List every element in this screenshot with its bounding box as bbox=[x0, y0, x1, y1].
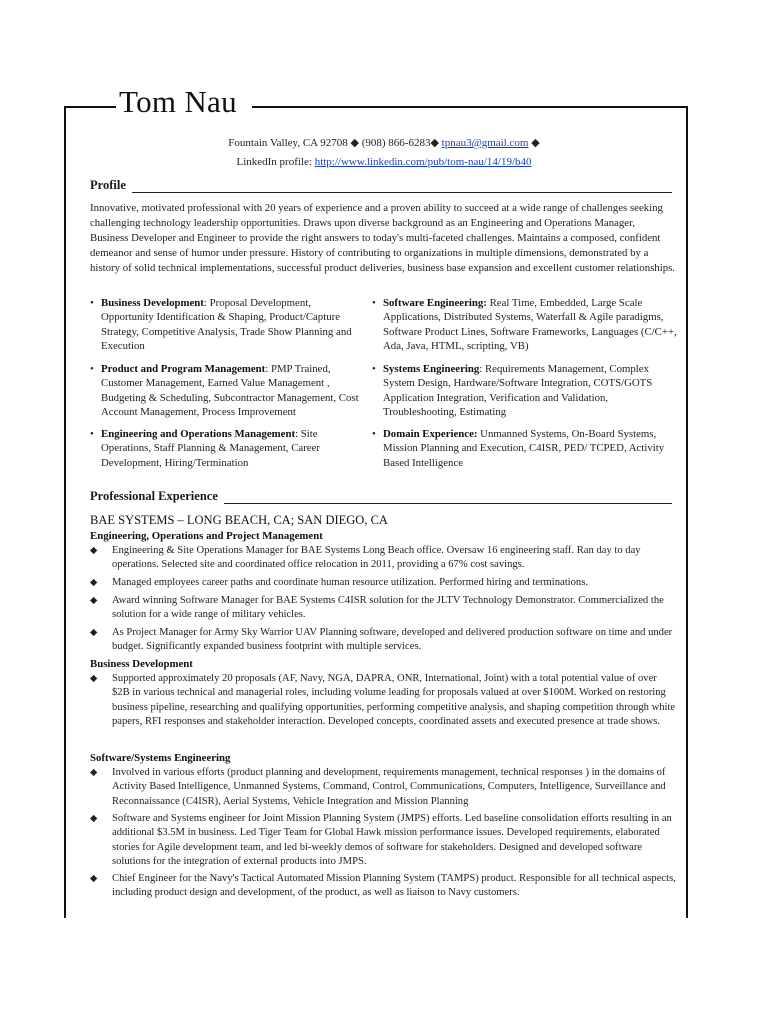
list-item-text: Supported approximately 20 proposals (AF, Navy, NGA, DAPRA, ONR, International, Joint) with a total potential value of over $2B in various technical and managerial roles, including volume leading for proposals valued at over $100M. Worked on restoring business pipeline, researching and qualifying opportunities, performing competitive analysis, and shaping competition through white papers, RFI responses and stakeholder interaction. Developed concepts, coordinated assets and executed presence at trade shows. bbox=[112, 673, 676, 728]
skill-item bbox=[372, 362, 680, 420]
diamond-bullet-icon: ◆ bbox=[90, 596, 98, 606]
linkedin-label: LinkedIn profile: bbox=[236, 156, 315, 168]
bullet-icon: • bbox=[372, 428, 376, 440]
list-item-text: Chief Engineer for the Navy's Tactical Automated Mission Planning System (TAMPS) product. Responsible for all technical aspects, including product design and development, of the product, as well as liaison to Navy customers. bbox=[112, 873, 676, 899]
frame-right-rule bbox=[686, 106, 688, 918]
experience-heading-rule bbox=[224, 494, 672, 504]
skill-title: Engineering and Operations Management bbox=[101, 428, 296, 440]
skill-text: Unmanned Systems, On-Board Systems, Mission Planning and Execution, C4ISR, PED/ TCPED, Activity Based Intelligence bbox=[383, 428, 665, 469]
skill-item bbox=[90, 362, 362, 420]
list-item-text: Managed employees career paths and coordinate human resource utilization. Performed hiring and terminations. bbox=[112, 577, 588, 588]
company-name: BAE SYSTEMS – LONG BEACH, CA; SAN DIEGO, CA bbox=[90, 513, 388, 527]
list-item bbox=[90, 594, 676, 623]
diamond-bullet-icon: ◆ bbox=[90, 674, 98, 684]
list-item-text: Involved in various efforts (product planning and development, requirements management, technical responses ) in the domains of Activity Based Intelligence, Unmanned Systems, Command, Control, Communications, Computers, Intelligence, Surveillance and Reconnaissance (C4ISR), Aerial Systems, Vehicle Integration and Mission Planning bbox=[112, 767, 666, 807]
skill-title: Product and Program Management bbox=[101, 363, 266, 375]
list-item bbox=[90, 626, 676, 655]
list-item bbox=[90, 872, 676, 901]
skill-title: Domain Experience: bbox=[383, 428, 478, 440]
list-item bbox=[90, 766, 676, 809]
list-item bbox=[90, 672, 676, 730]
skill-item bbox=[90, 427, 362, 470]
list-item bbox=[90, 544, 676, 573]
diamond-bullet-icon: ◆ bbox=[90, 546, 98, 556]
email-link[interactable]: tpnau3@gmail.com bbox=[441, 137, 529, 149]
diamond-bullet-icon: ◆ bbox=[90, 768, 98, 778]
skill-text: : PMP Trained, Customer Management, Earned Value Management , Budgeting & Scheduling, Subcontractor Management, Cost Account Management, Process Improvement bbox=[101, 363, 359, 419]
frame-top-right-rule bbox=[252, 106, 688, 108]
bullet-icon: • bbox=[90, 363, 94, 375]
profile-heading-label: Profile bbox=[90, 178, 126, 192]
skill-item bbox=[372, 296, 680, 354]
skill-item bbox=[90, 296, 362, 354]
diamond-bullet-icon: ◆ bbox=[90, 578, 98, 588]
profile-heading bbox=[90, 178, 672, 193]
bullet-icon: • bbox=[372, 363, 376, 375]
contact-address-phone: Fountain Valley, CA 92708 ◆ (908) 866-6283◆ bbox=[228, 137, 442, 149]
skill-text: : Site Operations, Staff Planning & Management, Career Development, Hiring/Termination bbox=[101, 428, 320, 469]
skill-item bbox=[372, 427, 680, 470]
frame-top-left-rule bbox=[64, 106, 116, 108]
skill-text: : Proposal Development, Opportunity Identification & Shaping, Product/Capture Strategy, Competitive Analysis, Trade Show Planning and Execution bbox=[101, 297, 352, 353]
group-title: Business Development bbox=[90, 658, 193, 670]
list-item-text: Award winning Software Manager for BAE Systems C4ISR solution for the JLTV Technology Demonstrator. Commercialized the solution for a wide range of military vehicles. bbox=[112, 595, 664, 621]
list-item-text: As Project Manager for Army Sky Warrior UAV Planning software, developed and delivered production software on time and under budget. Significantly expanded business footprint with multiple services. bbox=[112, 627, 673, 653]
list-item bbox=[90, 576, 676, 590]
profile-summary: Innovative, motivated professional with 20 years of experience and a proven ability to succeed at a wide range of challenges seeking challenging technology leadership opportunities. Draws upon diverse background as an Engineering and Operations Manager, Business Developer and Engineer to provide the right answers to today's multi-faceted challenges. Maintains a composed, confident demeanor and sense of humor under pressure. History of contributing to organizations in multiple dimensions, demonstrated by a history of solid technical implementations, successful product deliveries, business base expansion and excellent customer relationships. bbox=[90, 202, 675, 274]
contact-line bbox=[0, 136, 768, 149]
diamond-bullet-icon: ◆ bbox=[90, 874, 98, 884]
diamond-bullet-icon: ◆ bbox=[90, 814, 98, 824]
skill-text: : Requirements Management, Complex System Design, Hardware/Software Integration, COTS/GOTS Application Integration, Verification and Validation, Troubleshooting, Estimating bbox=[383, 363, 653, 419]
experience-heading-label: Professional Experience bbox=[90, 489, 218, 503]
group-title: Software/Systems Engineering bbox=[90, 752, 231, 764]
contact-suffix: ◆ bbox=[528, 137, 540, 149]
skill-title: Business Development bbox=[101, 297, 204, 309]
skill-title: Software Engineering: bbox=[383, 297, 487, 309]
frame-left-rule bbox=[64, 106, 66, 918]
list-item bbox=[90, 812, 676, 870]
skill-text: Real Time, Embedded, Large Scale Applications, Distributed Systems, Waterfall & Agile paradigms, Software Product Lines, Software Frameworks, Languages (C/C++, Ada, Java, HTML, scripting, VB) bbox=[383, 297, 677, 353]
linkedin-link[interactable]: http://www.linkedin.com/pub/tom-nau/14/19/b40 bbox=[314, 156, 532, 168]
experience-heading bbox=[90, 489, 672, 504]
skill-title: Systems Engineering bbox=[383, 363, 480, 375]
linkedin-line bbox=[0, 156, 768, 168]
group-title: Engineering, Operations and Project Management bbox=[90, 530, 323, 542]
list-item-text: Software and Systems engineer for Joint Mission Planning System (JMPS) efforts. Led baseline consolidation efforts resulting in an additional $3.5M in business. Led Tiger Team for Global Hawk mission performance issues. Developed requirements, elaborated stories for Agile development team, and led bi-weekly demos of software for stakeholders. Designed and developed software solutions for the integration of external products into JMPS. bbox=[112, 813, 672, 868]
resume-name: Tom Nau bbox=[119, 84, 237, 119]
diamond-bullet-icon: ◆ bbox=[90, 628, 98, 638]
bullet-icon: • bbox=[90, 428, 94, 440]
list-item-text: Engineering & Site Operations Manager for BAE Systems Long Beach office. Oversaw 16 engineering staff. Ran day to day operations. Selected site and coordinated office relocation in 2011, providing a 67% cost savings. bbox=[112, 545, 641, 571]
bullet-icon: • bbox=[372, 297, 376, 309]
profile-heading-rule bbox=[132, 183, 672, 193]
bullet-icon: • bbox=[90, 297, 94, 309]
